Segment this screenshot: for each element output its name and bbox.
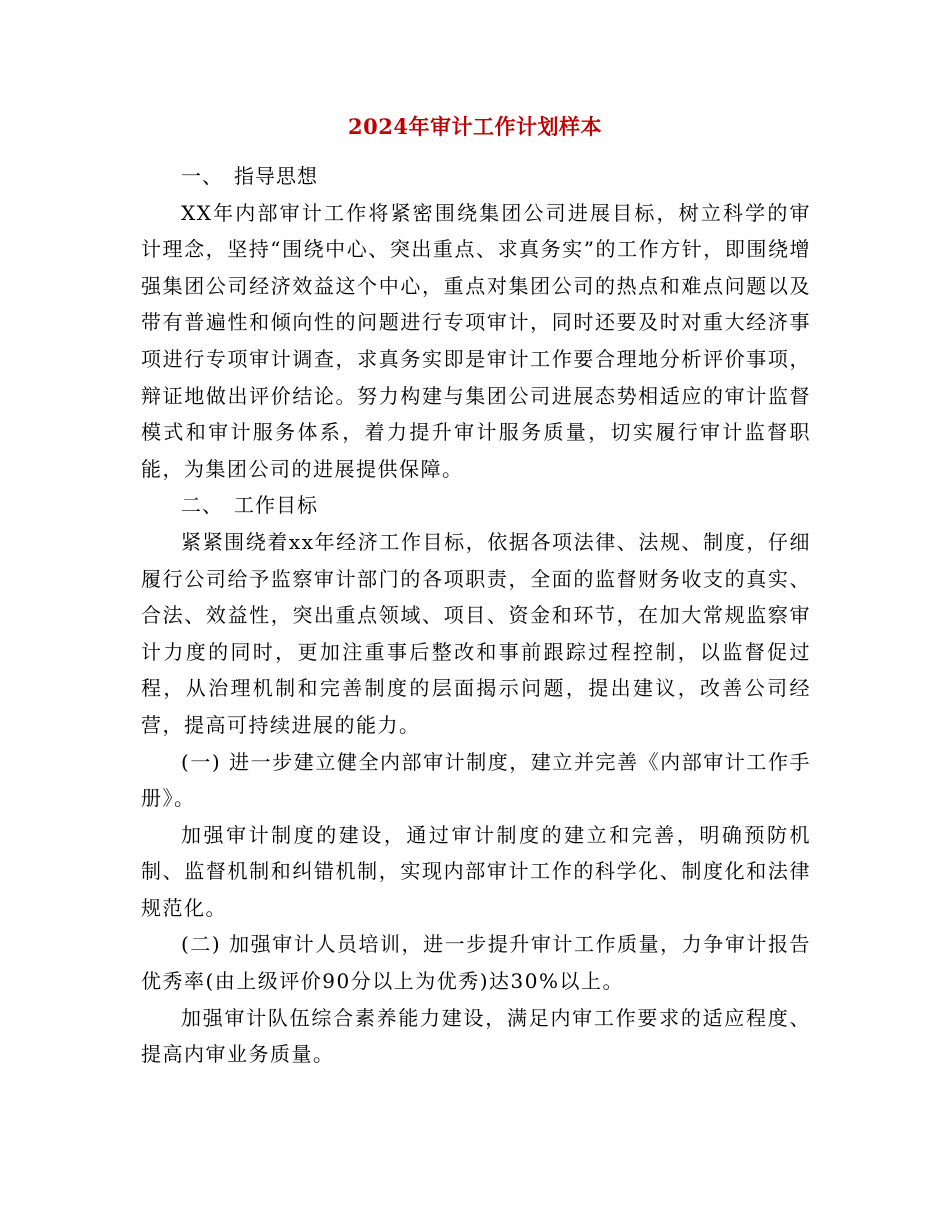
document-title: 2024年审计工作计划样本 [348,114,602,139]
subsection-2-heading: (二) 加强审计人员培训，进一步提升审计工作质量，力争审计报告优秀率(由上级评价90分以上为优秀)达30%以上。 [141,932,811,994]
paragraph-work-goals: 紧紧围绕着xx年经济工作目标，依据各项法律、法规、制度，仔细履行公司给予监察审计部门的各项职责，全面的监督财务收支的真实、合法、效益性，突出重点领域、项目、资金和环节，在加大常规监察审计力度的同时，更加注重事后整改和事前跟踪过程控制，以监督促过程，从治理机制和完善制度的层面揭示问题，提出建议，改善公司经营，提高可持续进展的能力。 [141,529,811,737]
subsection-1-heading: (一) 进一步建立健全内部审计制度，建立并完善《内部审计工作手册》。 [141,749,811,811]
section-heading-guiding-ideology: 一、 指导思想 [181,164,318,188]
document-body [141,158,811,1073]
section-heading-work-goals: 二、 工作目标 [181,493,318,518]
paragraph-audit-system: 加强审计制度的建设，通过审计制度的建立和完善，明确预防机制、监督机制和纠错机制，实现内部审计工作的科学化、制度化和法律规范化。 [141,822,811,920]
paragraph-audit-team: 加强审计队伍综合素养能力建设，满足内审工作要求的适应程度、提高内审业务质量。 [141,1005,811,1067]
paragraph-guiding-ideology: XX年内部审计工作将紧密围绕集团公司进展目标，树立科学的审计理念，坚持“围绕中心、突出重点、求真务实”的工作方针，即围绕增强集团公司经济效益这个中心，重点对集团公司的热点和难点问题以及带有普遍性和倾向性的问题进行专项审计，同时还要及时对重大经济事项进行专项审计调查，求真务实即是审计工作要合理地分析评价事项，辩证地做出评价结论。努力构建与集团公司进展态势相适应的审计监督模式和审计服务体系，着力提升审计服务质量，切实履行审计监督职能，为集团公司的进展提供保障。 [141,200,811,481]
